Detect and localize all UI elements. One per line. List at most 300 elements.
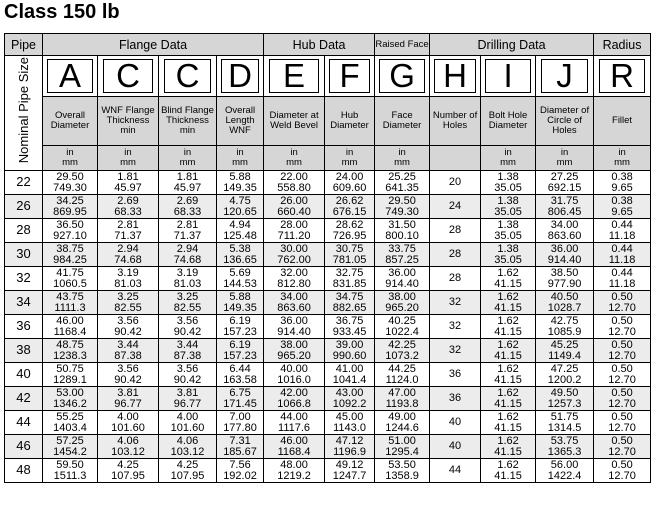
value-cell: [217, 267, 264, 291]
column-units: in mm: [264, 146, 325, 171]
value-cell: [536, 267, 594, 291]
value-mm: 177.80: [223, 421, 257, 434]
value-inch: 49.00: [388, 411, 416, 423]
value-inch: 56.00: [550, 459, 579, 471]
value-mm: 74.68: [173, 253, 202, 266]
value-cell: [217, 219, 264, 243]
value-mm: 749.30: [53, 181, 87, 194]
flange-dimension-table: [4, 33, 651, 483]
value-mm: 914.40: [277, 325, 311, 338]
value-inch: 25.25: [388, 171, 416, 183]
value-cell: [325, 435, 375, 459]
value-cell: [98, 435, 159, 459]
value-mm: 41.15: [494, 325, 522, 338]
value-mm: 800.10: [385, 229, 419, 242]
value-cell: [159, 195, 217, 219]
column-letter: C: [164, 59, 212, 93]
value-mm: 35.05: [494, 229, 522, 242]
value-inch: 44.00: [280, 411, 308, 423]
value-cell: [264, 195, 325, 219]
value-mm: 1168.4: [277, 445, 311, 458]
table-row: [5, 243, 651, 267]
value-inch: 3.19: [176, 267, 199, 279]
value-inch: 40.50: [550, 291, 579, 303]
value-cell: [264, 435, 325, 459]
value-mm: 12.70: [608, 325, 636, 338]
value-mm: 1196.9: [333, 445, 366, 458]
value-cell: [536, 195, 594, 219]
value-mm: 1511.3: [53, 469, 87, 482]
value-inch: 47.00: [388, 387, 416, 399]
value-inch: 7.00: [229, 411, 251, 423]
value-mm: 1124.0: [385, 373, 419, 386]
column-units: in mm: [98, 146, 159, 171]
value-inch: 28.00: [280, 219, 308, 231]
value-inch: 47.12: [335, 435, 364, 447]
value-inch: 5.38: [229, 243, 251, 255]
value-mm: 1117.6: [278, 421, 311, 434]
value-inch: 39.00: [335, 339, 364, 351]
table-row: [5, 219, 651, 243]
value-mm: 103.12: [111, 445, 145, 458]
pipe-size-cell: 26: [5, 195, 43, 219]
value-inch: 42.25: [388, 339, 416, 351]
value-cell: [481, 171, 536, 195]
value-cell: [264, 459, 325, 483]
value-cell: 36: [430, 387, 481, 411]
value-mm: 984.25: [53, 253, 87, 266]
value-inch: 49.50: [550, 387, 579, 399]
value-inch: 43.00: [335, 387, 364, 399]
value-mm: 35.05: [494, 253, 522, 266]
value-mm: 90.42: [173, 325, 202, 338]
value-inch: 0.38: [611, 171, 633, 183]
value-mm: 82.55: [114, 301, 142, 314]
value-cell: [594, 219, 651, 243]
value-cell: [43, 411, 98, 435]
value-cell: [159, 363, 217, 387]
value-mm: 90.42: [114, 373, 142, 386]
value-mm: 927.10: [53, 229, 87, 242]
value-cell: [98, 195, 159, 219]
value-inch: 48.00: [280, 459, 308, 471]
column-letter-header: [159, 56, 217, 97]
value-inch: 1.81: [176, 171, 199, 183]
table-row: [5, 171, 651, 195]
column-letter: J: [541, 59, 589, 93]
value-cell: 20: [430, 171, 481, 195]
value-inch: 32.00: [280, 267, 308, 279]
value-cell: [481, 291, 536, 315]
value-mm: 781.05: [332, 253, 367, 266]
value-cell: [481, 339, 536, 363]
value-cell: [98, 459, 159, 483]
value-cell: [159, 459, 217, 483]
nominal-pipe-size-header: [5, 56, 43, 171]
value-mm: 12.70: [608, 397, 636, 410]
value-cell: [325, 219, 375, 243]
value-mm: 1168.4: [53, 325, 87, 338]
value-inch: 1.38: [497, 171, 519, 183]
value-inch: 0.50: [611, 291, 633, 303]
value-mm: 107.95: [170, 469, 205, 482]
value-mm: 101.60: [111, 421, 145, 434]
value-inch: 31.75: [550, 195, 579, 207]
group-drilling-data: Drilling Data: [430, 34, 594, 56]
value-mm: 1244.6: [385, 421, 419, 434]
value-inch: 1.62: [497, 387, 519, 399]
value-cell: [43, 219, 98, 243]
value-mm: 1200.2: [547, 373, 582, 386]
value-inch: 4.25: [176, 459, 199, 471]
value-inch: 2.69: [176, 195, 199, 207]
value-mm: 1143.0: [333, 421, 366, 434]
value-inch: 0.50: [611, 459, 633, 471]
value-inch: 3.81: [176, 387, 199, 399]
value-cell: 44: [430, 459, 481, 483]
column-letter: E: [269, 59, 319, 93]
value-cell: [217, 387, 264, 411]
value-mm: 965.20: [277, 349, 311, 362]
value-mm: 1060.5: [53, 277, 87, 290]
value-cell: [43, 291, 98, 315]
value-mm: 41.15: [494, 301, 522, 314]
value-inch: 34.25: [56, 195, 84, 207]
column-letter-header: [375, 56, 430, 97]
value-inch: 50.75: [56, 363, 84, 375]
value-cell: [264, 315, 325, 339]
value-cell: [536, 243, 594, 267]
value-cell: [217, 291, 264, 315]
value-inch: 3.56: [176, 315, 199, 327]
value-mm: 882.65: [332, 301, 367, 314]
value-cell: [264, 387, 325, 411]
value-cell: 28: [430, 219, 481, 243]
value-mm: 933.45: [332, 325, 367, 338]
value-inch: 28.62: [335, 219, 364, 231]
value-mm: 41.15: [494, 397, 522, 410]
value-cell: [536, 171, 594, 195]
value-inch: 4.94: [229, 219, 251, 231]
value-inch: 1.38: [497, 195, 519, 207]
value-inch: 4.00: [117, 411, 139, 423]
value-cell: [594, 459, 651, 483]
column-letter: F: [329, 59, 370, 93]
value-inch: 43.75: [56, 291, 84, 303]
value-cell: [98, 339, 159, 363]
value-inch: 1.62: [497, 267, 519, 279]
column-letter-header: [98, 56, 159, 97]
value-inch: 33.75: [388, 243, 416, 255]
value-cell: [217, 411, 264, 435]
value-mm: 863.60: [277, 301, 311, 314]
value-mm: 81.03: [114, 277, 142, 290]
value-cell: [325, 339, 375, 363]
value-inch: 36.00: [388, 267, 416, 279]
value-cell: [159, 171, 217, 195]
table-row: [5, 387, 651, 411]
value-inch: 0.38: [611, 195, 633, 207]
value-mm: 831.85: [332, 277, 367, 290]
value-mm: 1066.8: [277, 397, 311, 410]
value-cell: [159, 435, 217, 459]
value-cell: [536, 339, 594, 363]
value-mm: 869.95: [53, 205, 87, 218]
value-mm: 11.18: [608, 277, 636, 290]
value-cell: [325, 291, 375, 315]
value-cell: [325, 411, 375, 435]
value-inch: 53.00: [56, 387, 84, 399]
value-cell: [264, 171, 325, 195]
value-mm: 74.68: [114, 253, 142, 266]
value-cell: [375, 291, 430, 315]
column-description: Fillet: [594, 97, 651, 146]
value-inch: 55.25: [56, 411, 84, 423]
value-inch: 2.81: [117, 219, 139, 231]
pipe-size-cell: 42: [5, 387, 43, 411]
table-row: [5, 315, 651, 339]
nominal-pipe-size-label: Nominal Pipe Size: [16, 57, 31, 164]
value-cell: [217, 171, 264, 195]
value-inch: 0.44: [611, 267, 633, 279]
value-cell: [375, 243, 430, 267]
column-units: [430, 146, 481, 171]
value-inch: 29.50: [388, 195, 416, 207]
column-description: Overall Diameter: [43, 97, 98, 146]
column-units: in mm: [536, 146, 594, 171]
value-cell: [594, 195, 651, 219]
value-mm: 1041.4: [332, 373, 367, 386]
value-inch: 0.50: [611, 339, 633, 351]
pipe-size-cell: 48: [5, 459, 43, 483]
column-letter: H: [434, 59, 476, 93]
value-inch: 36.00: [550, 243, 579, 255]
value-mm: 96.77: [114, 397, 142, 410]
value-inch: 2.81: [176, 219, 199, 231]
value-inch: 45.00: [335, 411, 364, 423]
value-mm: 120.65: [223, 205, 257, 218]
value-cell: [481, 267, 536, 291]
column-description: Blind Flange Thickness min: [159, 97, 217, 146]
table-row: [5, 291, 651, 315]
value-mm: 90.42: [173, 373, 202, 386]
value-mm: 806.45: [547, 205, 582, 218]
value-inch: 1.62: [497, 315, 519, 327]
value-inch: 6.19: [229, 339, 251, 351]
value-inch: 42.75: [550, 315, 579, 327]
value-inch: 0.44: [611, 219, 633, 231]
value-inch: 0.50: [611, 363, 633, 375]
column-units: in mm: [217, 146, 264, 171]
value-mm: 71.37: [173, 229, 202, 242]
value-mm: 9.65: [611, 205, 633, 218]
value-inch: 34.75: [335, 291, 364, 303]
value-mm: 87.38: [173, 349, 202, 362]
value-mm: 41.15: [494, 421, 522, 434]
value-cell: [594, 267, 651, 291]
value-mm: 144.53: [223, 277, 257, 290]
value-inch: 30.75: [335, 243, 364, 255]
column-description: Hub Diameter: [325, 97, 375, 146]
value-inch: 51.75: [550, 411, 579, 423]
value-inch: 34.00: [550, 219, 579, 231]
value-inch: 3.56: [176, 363, 199, 375]
column-letter-header: [594, 56, 651, 97]
value-cell: [98, 171, 159, 195]
value-cell: [536, 387, 594, 411]
value-mm: 41.15: [494, 349, 522, 362]
value-mm: 1314.5: [547, 421, 582, 434]
value-inch: 1.38: [497, 219, 519, 231]
value-mm: 1295.4: [385, 445, 419, 458]
value-mm: 641.35: [385, 181, 419, 194]
column-units: in mm: [481, 146, 536, 171]
value-mm: 171.45: [223, 397, 257, 410]
table-row: [5, 363, 651, 387]
value-mm: 1403.4: [53, 421, 87, 434]
value-mm: 1092.2: [332, 397, 367, 410]
column-letter-header: [536, 56, 594, 97]
value-cell: [375, 219, 430, 243]
value-cell: [98, 387, 159, 411]
value-mm: 1085.9: [547, 325, 582, 338]
value-inch: 5.88: [229, 291, 251, 303]
value-inch: 0.50: [611, 411, 633, 423]
table-row: [5, 195, 651, 219]
value-inch: 34.00: [280, 291, 308, 303]
value-inch: 1.62: [497, 459, 519, 471]
value-mm: 1257.3: [547, 397, 582, 410]
value-inch: 22.00: [280, 171, 308, 183]
value-mm: 1028.7: [547, 301, 582, 314]
value-mm: 1346.2: [53, 397, 87, 410]
value-inch: 30.00: [280, 243, 308, 255]
value-mm: 41.15: [494, 277, 522, 290]
value-mm: 81.03: [173, 277, 202, 290]
value-cell: [536, 363, 594, 387]
value-inch: 6.19: [229, 315, 251, 327]
value-inch: 5.88: [229, 171, 251, 183]
value-inch: 1.62: [497, 435, 519, 447]
value-cell: [98, 411, 159, 435]
value-cell: [594, 363, 651, 387]
value-inch: 49.12: [335, 459, 364, 471]
pipe-size-cell: 38: [5, 339, 43, 363]
group-raised-face: Raised Face: [375, 34, 430, 56]
column-units: in mm: [159, 146, 217, 171]
pipe-size-cell: 28: [5, 219, 43, 243]
pipe-size-cell: 30: [5, 243, 43, 267]
value-cell: [98, 291, 159, 315]
value-mm: 157.23: [223, 349, 257, 362]
value-mm: 609.60: [332, 181, 367, 194]
value-inch: 2.69: [117, 195, 139, 207]
value-inch: 59.50: [56, 459, 84, 471]
value-mm: 1073.2: [385, 349, 419, 362]
value-mm: 812.80: [277, 277, 311, 290]
value-inch: 36.00: [280, 315, 308, 327]
value-cell: [594, 171, 651, 195]
value-mm: 12.70: [608, 301, 636, 314]
value-cell: [375, 459, 430, 483]
value-inch: 3.44: [176, 339, 199, 351]
value-cell: [159, 243, 217, 267]
value-cell: [264, 411, 325, 435]
value-inch: 57.25: [56, 435, 84, 447]
value-inch: 0.50: [611, 435, 633, 447]
value-cell: [43, 387, 98, 411]
value-cell: [43, 315, 98, 339]
value-inch: 4.00: [176, 411, 199, 423]
value-mm: 692.15: [547, 181, 582, 194]
value-mm: 1422.4: [547, 469, 582, 482]
value-mm: 857.25: [385, 253, 419, 266]
column-units: in mm: [594, 146, 651, 171]
value-mm: 192.02: [223, 469, 257, 482]
table-body: [5, 171, 651, 483]
value-mm: 660.40: [277, 205, 311, 218]
value-mm: 711.20: [277, 229, 311, 242]
value-inch: 3.56: [117, 363, 139, 375]
value-inch: 40.00: [280, 363, 308, 375]
value-cell: [43, 243, 98, 267]
value-inch: 0.44: [611, 243, 633, 255]
pipe-size-cell: 36: [5, 315, 43, 339]
value-cell: [375, 195, 430, 219]
value-inch: 4.75: [229, 195, 251, 207]
value-inch: 45.25: [550, 339, 579, 351]
column-description: Overall Length WNF: [217, 97, 264, 146]
value-inch: 47.25: [550, 363, 579, 375]
value-mm: 1022.4: [385, 325, 419, 338]
value-cell: 40: [430, 435, 481, 459]
value-mm: 12.70: [608, 373, 636, 386]
value-cell: [159, 315, 217, 339]
value-mm: 1193.8: [385, 397, 419, 410]
value-mm: 749.30: [385, 205, 419, 218]
value-cell: [481, 387, 536, 411]
value-cell: [375, 339, 430, 363]
value-inch: 4.06: [117, 435, 139, 447]
value-inch: 41.00: [335, 363, 364, 375]
value-cell: [536, 435, 594, 459]
value-inch: 31.50: [388, 219, 416, 231]
value-mm: 87.38: [114, 349, 142, 362]
value-mm: 35.05: [494, 181, 522, 194]
value-mm: 71.37: [114, 229, 142, 242]
value-cell: 32: [430, 315, 481, 339]
value-mm: 41.15: [494, 373, 522, 386]
value-cell: [98, 243, 159, 267]
value-cell: 28: [430, 267, 481, 291]
value-mm: 914.40: [385, 277, 419, 290]
value-cell: [159, 267, 217, 291]
value-cell: [536, 315, 594, 339]
value-cell: 32: [430, 339, 481, 363]
value-cell: [159, 219, 217, 243]
group-flange-data: Flange Data: [43, 34, 264, 56]
pipe-size-cell: 32: [5, 267, 43, 291]
value-cell: [43, 459, 98, 483]
value-mm: 1149.4: [548, 349, 581, 362]
value-inch: 38.00: [280, 339, 308, 351]
value-inch: 41.75: [56, 267, 84, 279]
table-row: [5, 459, 651, 483]
value-mm: 914.40: [547, 253, 582, 266]
pipe-size-cell: 40: [5, 363, 43, 387]
value-cell: [481, 195, 536, 219]
pipe-size-cell: 46: [5, 435, 43, 459]
